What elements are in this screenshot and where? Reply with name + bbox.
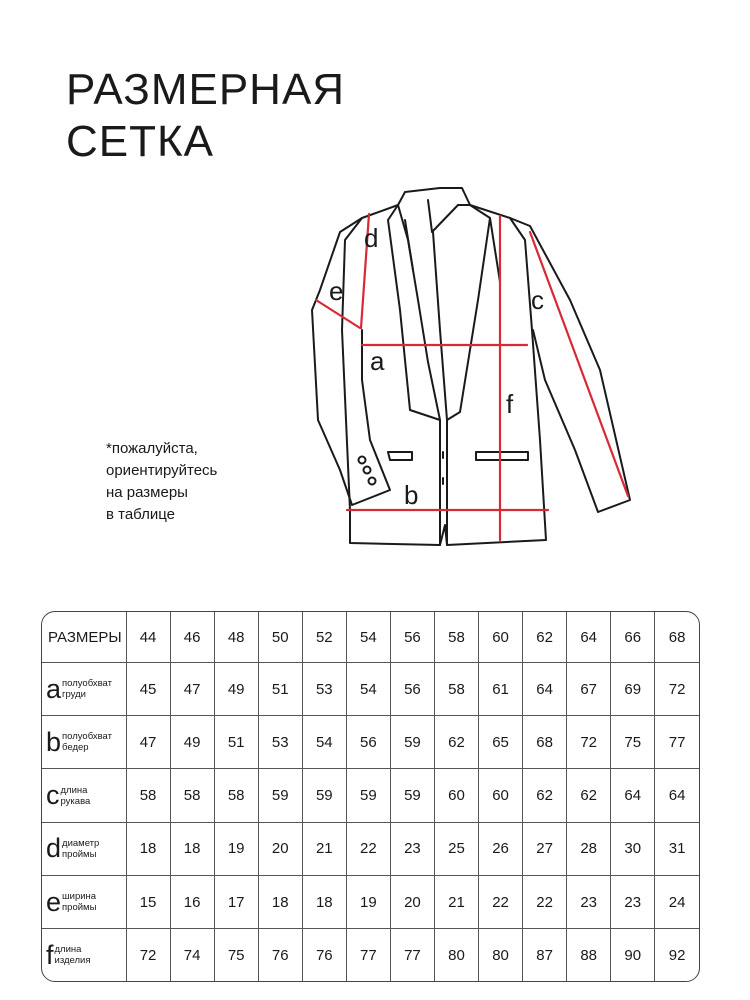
table-cell: 77: [390, 929, 434, 981]
title-line-2: СЕТКА: [66, 117, 214, 166]
table-cell: 76: [258, 929, 302, 981]
table-cell: 51: [214, 716, 258, 769]
table-cell: 26: [479, 822, 523, 875]
size-header-cell: 52: [302, 612, 346, 663]
table-cell: 19: [214, 822, 258, 875]
table-cell: 61: [479, 663, 523, 716]
sizes-header-label: РАЗМЕРЫ: [42, 612, 126, 663]
row-description-line-2: бедер: [62, 742, 89, 754]
size-header-cell: 58: [434, 612, 478, 663]
size-header-cell: 46: [170, 612, 214, 663]
table-cell: 74: [170, 929, 214, 981]
table-cell: 54: [346, 663, 390, 716]
table-cell: 16: [170, 875, 214, 928]
row-description-line-1: полуобхват: [62, 731, 112, 743]
table-cell: 58: [126, 769, 170, 822]
row-label: [42, 875, 126, 928]
table-cell: 18: [302, 875, 346, 928]
row-letter: c: [46, 780, 60, 811]
table-cell: 22: [346, 822, 390, 875]
table-cell: 64: [523, 663, 567, 716]
table-cell: 22: [523, 875, 567, 928]
table-cell: 47: [170, 663, 214, 716]
table-cell: 88: [567, 929, 611, 981]
table-cell: 72: [567, 716, 611, 769]
row-description-line-1: длина: [60, 784, 88, 796]
size-header-cell: 60: [479, 612, 523, 663]
size-header-cell: 56: [390, 612, 434, 663]
label-a: a: [370, 346, 385, 376]
table-cell: 87: [523, 929, 567, 981]
table-cell: 59: [258, 769, 302, 822]
row-description-line-1: ширина: [62, 891, 97, 903]
row-label: [42, 663, 126, 716]
table-cell: 22: [479, 875, 523, 928]
table-cell: 53: [302, 663, 346, 716]
table-cell: 62: [434, 716, 478, 769]
row-description: [62, 838, 99, 860]
table-cell: 25: [434, 822, 478, 875]
table-row: [42, 769, 699, 822]
row-description-line-1: диаметр: [62, 837, 100, 849]
measure-line-c: [530, 232, 628, 496]
size-header-cell: 50: [258, 612, 302, 663]
row-description-line-1: полуобхват: [62, 678, 112, 690]
table-cell: 18: [170, 822, 214, 875]
table-cell: 23: [611, 875, 655, 928]
table-cell: 23: [567, 875, 611, 928]
table-cell: 62: [523, 769, 567, 822]
table-cell: 58: [170, 769, 214, 822]
table-cell: 59: [302, 769, 346, 822]
table-cell: 54: [302, 716, 346, 769]
note-line-4: в таблице: [106, 506, 175, 523]
table-row: [42, 716, 699, 769]
table-cell: 17: [214, 875, 258, 928]
table-cell: 59: [346, 769, 390, 822]
row-description: [62, 731, 112, 753]
size-note: [106, 438, 217, 526]
table-cell: 59: [390, 716, 434, 769]
row-label: [42, 822, 126, 875]
note-line-3: на размеры: [106, 484, 188, 501]
table-cell: 27: [523, 822, 567, 875]
table-cell: 60: [434, 769, 478, 822]
table-cell: 69: [611, 663, 655, 716]
row-letter: a: [46, 673, 62, 704]
row-description-line-2: проймы: [62, 848, 97, 860]
table-cell: 45: [126, 663, 170, 716]
page-title: [66, 64, 345, 168]
note-line-2: ориентируйтесь: [106, 462, 218, 479]
row-description: [61, 785, 91, 807]
row-label: [42, 929, 126, 981]
row-description-line-1: длина: [54, 944, 82, 956]
row-description: [55, 944, 91, 966]
table-cell: 24: [655, 875, 699, 928]
table-cell: 18: [258, 875, 302, 928]
table-cell: 53: [258, 716, 302, 769]
table-header-row: [42, 612, 699, 663]
row-description-line-2: рукава: [60, 795, 91, 807]
table-cell: 58: [214, 769, 258, 822]
table-cell: 64: [655, 769, 699, 822]
table-cell: 67: [567, 663, 611, 716]
jacket-diagram: [300, 184, 660, 554]
table-row: [42, 663, 699, 716]
size-header-cell: 64: [567, 612, 611, 663]
table-cell: 72: [126, 929, 170, 981]
size-header-cell: 54: [346, 612, 390, 663]
table-cell: 49: [214, 663, 258, 716]
table-cell: 56: [346, 716, 390, 769]
size-header-cell: 48: [214, 612, 258, 663]
table-cell: 60: [479, 769, 523, 822]
table-cell: 75: [214, 929, 258, 981]
row-description-line-2: проймы: [62, 902, 97, 914]
size-header-cell: 62: [523, 612, 567, 663]
table-cell: 64: [611, 769, 655, 822]
table-cell: 76: [302, 929, 346, 981]
table-cell: 77: [346, 929, 390, 981]
note-line-1: *пожалуйста,: [106, 440, 198, 457]
table-cell: 65: [479, 716, 523, 769]
row-description-line-2: груди: [62, 689, 86, 701]
table-cell: 21: [302, 822, 346, 875]
table-cell: 62: [567, 769, 611, 822]
table-cell: 31: [655, 822, 699, 875]
table-cell: 90: [611, 929, 655, 981]
label-c: c: [531, 285, 544, 315]
table-cell: 15: [126, 875, 170, 928]
table-cell: 19: [346, 875, 390, 928]
table-cell: 30: [611, 822, 655, 875]
row-letter: d: [46, 833, 62, 864]
table-cell: 23: [390, 822, 434, 875]
table-row: [42, 875, 699, 928]
size-header-cell: 44: [126, 612, 170, 663]
size-header-cell: 66: [611, 612, 655, 663]
jacket-right-sleeve: [510, 218, 630, 512]
table-cell: 20: [258, 822, 302, 875]
table-cell: 51: [258, 663, 302, 716]
table-cell: 92: [655, 929, 699, 981]
size-table: [41, 611, 700, 982]
table-cell: 80: [479, 929, 523, 981]
label-d: d: [364, 223, 379, 253]
title-line-1: РАЗМЕРНАЯ: [66, 65, 346, 114]
label-b: b: [404, 480, 419, 510]
table-cell: 58: [434, 663, 478, 716]
table-cell: 21: [434, 875, 478, 928]
table-cell: 77: [655, 716, 699, 769]
row-description: [62, 678, 112, 700]
table-cell: 18: [126, 822, 170, 875]
table-row: [42, 822, 699, 875]
table-cell: 68: [523, 716, 567, 769]
row-label: [42, 769, 126, 822]
row-letter: f: [46, 939, 54, 970]
table-cell: 20: [390, 875, 434, 928]
label-f: f: [506, 389, 514, 419]
row-description-line-2: изделия: [54, 955, 91, 967]
table-cell: 80: [434, 929, 478, 981]
row-letter: e: [46, 886, 62, 917]
table-cell: 49: [170, 716, 214, 769]
table-cell: 72: [655, 663, 699, 716]
row-description: [62, 891, 96, 913]
table-cell: 59: [390, 769, 434, 822]
label-e: e: [329, 276, 344, 306]
table-cell: 47: [126, 716, 170, 769]
row-label: [42, 716, 126, 769]
table-cell: 28: [567, 822, 611, 875]
row-letter: b: [46, 726, 62, 757]
table-cell: 56: [390, 663, 434, 716]
table-cell: 75: [611, 716, 655, 769]
size-header-cell: 68: [655, 612, 699, 663]
table-row: [42, 929, 699, 981]
